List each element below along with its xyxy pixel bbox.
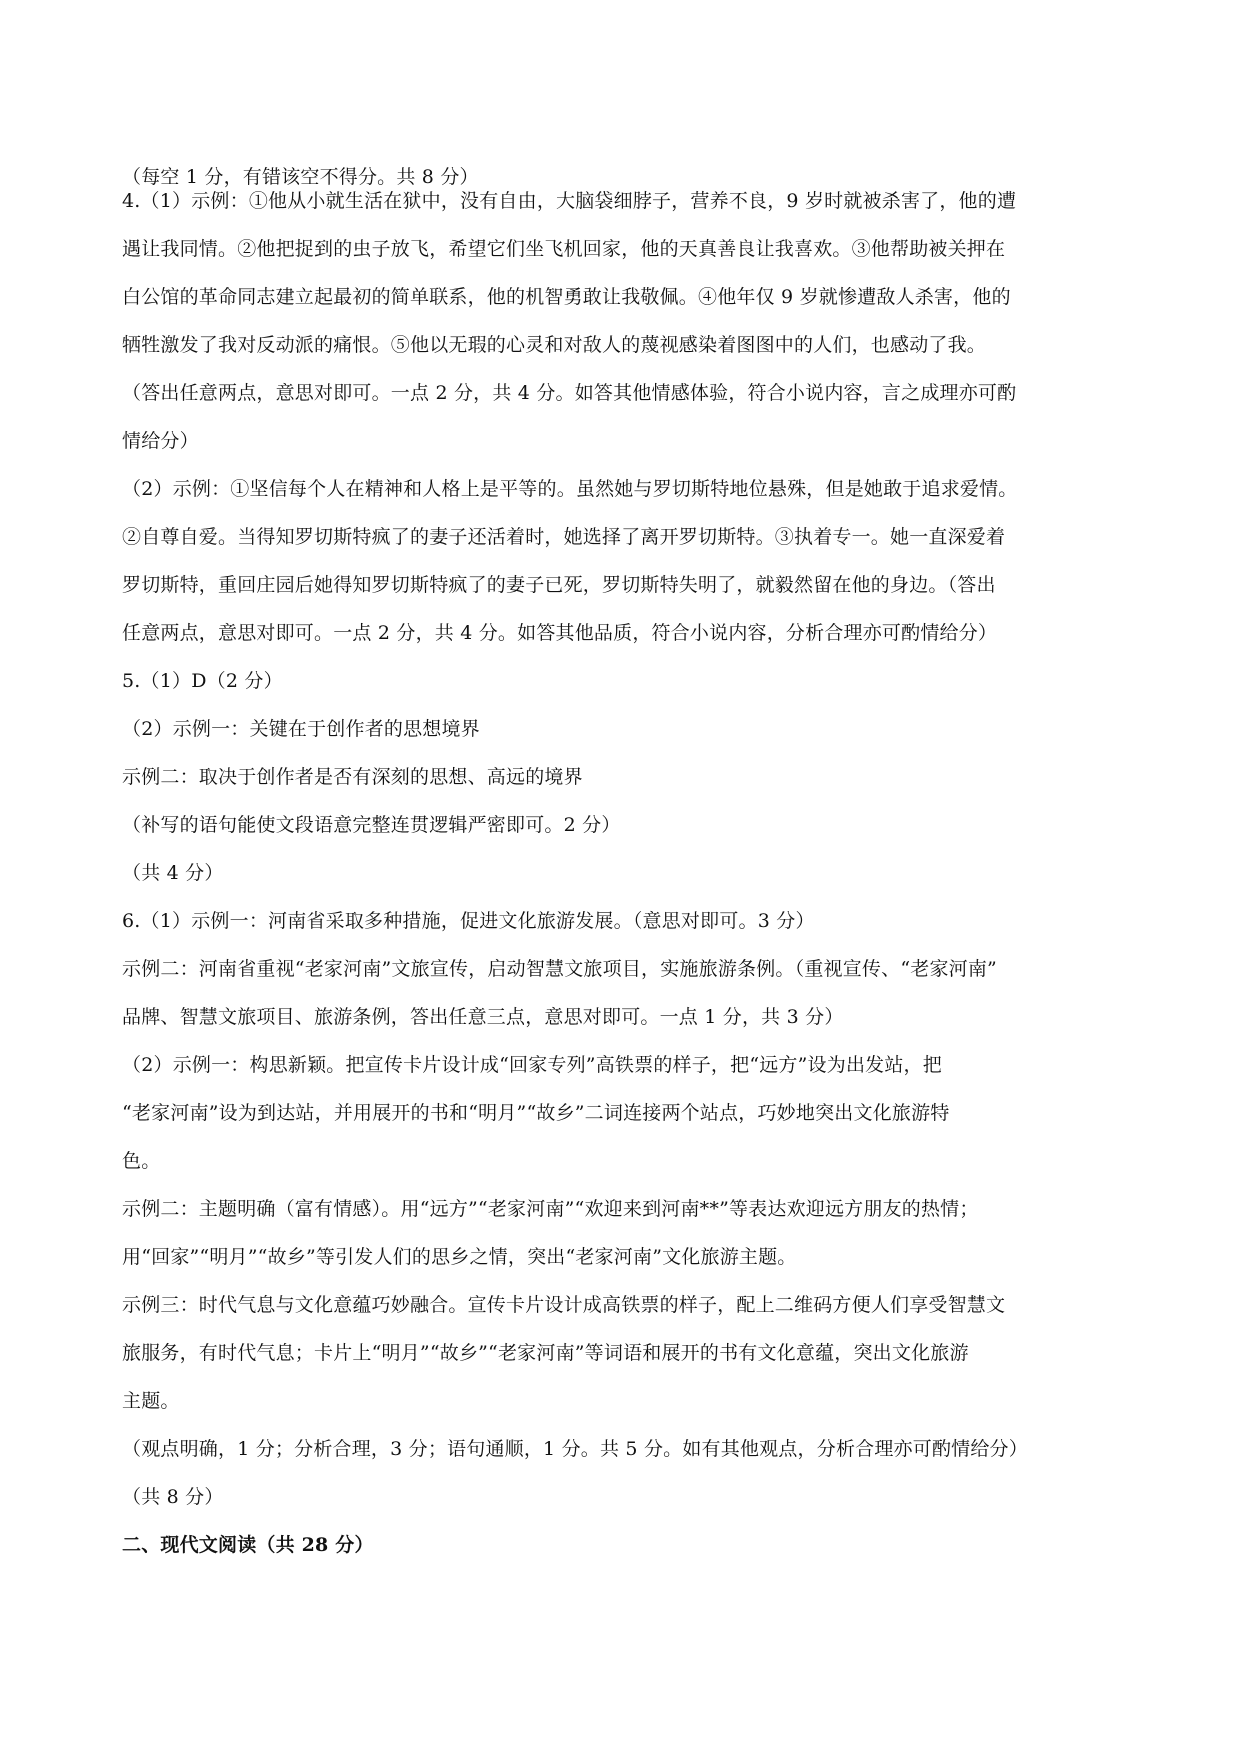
text-line: （答出任意两点，意思对即可。一点 2 分，共 4 分。如答其他情感体验，符合小说内容，言之成理亦可酌 — [122, 382, 1017, 404]
text-line: 示例二：河南省重视“老家河南”文旅宣传，启动智慧文旅项目，实施旅游条例。（重视宣传、“老家河南” — [122, 958, 997, 980]
text-line: 主题。 — [122, 1390, 180, 1412]
section-heading: 二、现代文阅读（共 28 分） — [122, 1534, 374, 1556]
text-line: 6.（1）示例一：河南省采取多种措施，促进文化旅游发展。（意思对即可。3 分） — [122, 910, 815, 932]
text-line: 示例二：主题明确（富有情感）。用“远方”“老家河南”“欢迎来到河南**”等表达欢迎远方朋友的热情； — [122, 1198, 979, 1220]
text-line: ②自尊自爱。当得知罗切斯特疯了的妻子还活着时，她选择了离开罗切斯特。③执着专一。她一直深爱着 — [122, 526, 1006, 548]
text-line: 示例二：取决于创作者是否有深刻的思想、高远的境界 — [122, 766, 583, 788]
text-line: （观点明确，1 分；分析合理，3 分；语句通顺，1 分。共 5 分。如有其他观点，分析合理亦可酌情给分） — [122, 1438, 1028, 1460]
text-line: 色。 — [122, 1150, 161, 1172]
text-line: 示例三：时代气息与文化意蕴巧妙融合。宣传卡片设计成高铁票的样子，配上二维码方便人们享受智慧文 — [122, 1294, 1006, 1316]
text-line: 用“回家”“明月”“故乡”等引发人们的思乡之情，突出“老家河南”文化旅游主题。 — [122, 1246, 797, 1268]
text-line: （2）示例一：关键在于创作者的思想境界 — [122, 718, 480, 740]
text-line: （2）示例：①坚信每个人在精神和人格上是平等的。虽然她与罗切斯特地位悬殊，但是她敢于追求爱情。 — [122, 478, 1018, 500]
text-line: （2）示例一：构思新颖。把宣传卡片设计成“回家专列”高铁票的样子，把“远方”设为出发站，把 — [122, 1054, 942, 1076]
text-line: 任意两点，意思对即可。一点 2 分，共 4 分。如答其他品质，符合小说内容，分析合理亦可酌情给分） — [122, 622, 998, 644]
text-line: （每空 1 分，有错该空不得分。共 8 分） — [122, 166, 479, 188]
text-line: 情给分） — [122, 430, 199, 452]
text-line: 白公馆的革命同志建立起最初的简单联系，他的机智勇敢让我敬佩。④他年仅 9 岁就惨遭敌人杀害，他的 — [122, 286, 1011, 308]
text-line: 遇让我同情。②他把捉到的虫子放飞，希望它们坐飞机回家，他的天真善良让我喜欢。③他帮助被关押在 — [122, 238, 1006, 260]
text-line: 品牌、智慧文旅项目、旅游条例，答出任意三点，意思对即可。一点 1 分，共 3 分） — [122, 1006, 844, 1028]
text-line: （共 8 分） — [122, 1486, 224, 1508]
text-line: 牺牲激发了我对反动派的痛恨。⑤他以无瑕的心灵和对敌人的蔑视感染着图图中的人们，也感动了我。 — [122, 334, 987, 356]
text-line: 罗切斯特，重回庄园后她得知罗切斯特疯了的妻子已死，罗切斯特失明了，就毅然留在他的身边。（答出 — [122, 574, 996, 596]
text-line: （共 4 分） — [122, 862, 224, 884]
text-line: 旅服务，有时代气息；卡片上“明月”“故乡”“老家河南”等词语和展开的书有文化意蕴，突出文化旅游 — [122, 1342, 969, 1364]
text-line: 4.（1）示例：①他从小就生活在狱中，没有自由，大脑袋细脖子，营养不良，9 岁时就被杀害了，他的遭 — [122, 190, 1017, 212]
text-line: 5.（1）D（2 分） — [122, 670, 283, 692]
text-line: （补写的语句能使文段语意完整连贯逻辑严密即可。2 分） — [122, 814, 621, 836]
text-line: “老家河南”设为到达站，并用展开的书和“明月”“故乡”二词连接两个站点，巧妙地突出文化旅游特 — [122, 1102, 950, 1124]
